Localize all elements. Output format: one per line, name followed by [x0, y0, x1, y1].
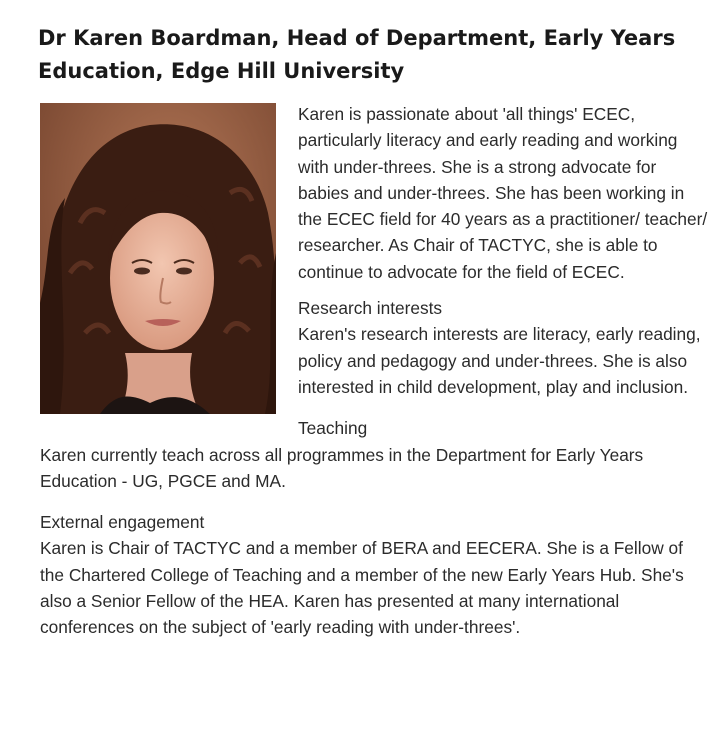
intro-paragraph: Karen is passionate about 'all things' ECEC, particularly literacy and early reading and working with under-threes. She is a strong advocate for babies and under-threes. She has been working in the ECEC field for 40 years as a practitioner/ teacher/ researcher. As Chair of TACTYC, she is able to continue to advocate for the field of ECEC. — [298, 104, 708, 282]
photo-wrap-spacer — [40, 101, 298, 417]
page-title: Dr Karen Boardman, Head of Department, Early Years Education, Edge Hill University — [38, 26, 676, 83]
research-heading: Research interests — [298, 298, 443, 319]
research-text: Karen's research interests are literacy, early reading, policy and pedagogy and under-threes. She is also interested in child development, play and inclusion. — [298, 324, 701, 397]
teaching-text: Karen currently teach across all programmes in the Department for Early Years Education - UG, PGCE and MA. — [40, 444, 644, 491]
external-engagement-heading: External engagement — [40, 512, 205, 533]
external-engagement-text: Karen is Chair of TACTYC and a member of BERA and EECERA. She is a Fellow of the Chartered College of Teaching and a member of the new Early Years Hub. She's also a Senior Fellow of the HEA. Karen has presented at many international conferences on the subject of 'early reading with under-threes'. — [40, 538, 684, 638]
profile-text — [40, 101, 710, 641]
teaching-heading: Teaching — [298, 418, 368, 439]
